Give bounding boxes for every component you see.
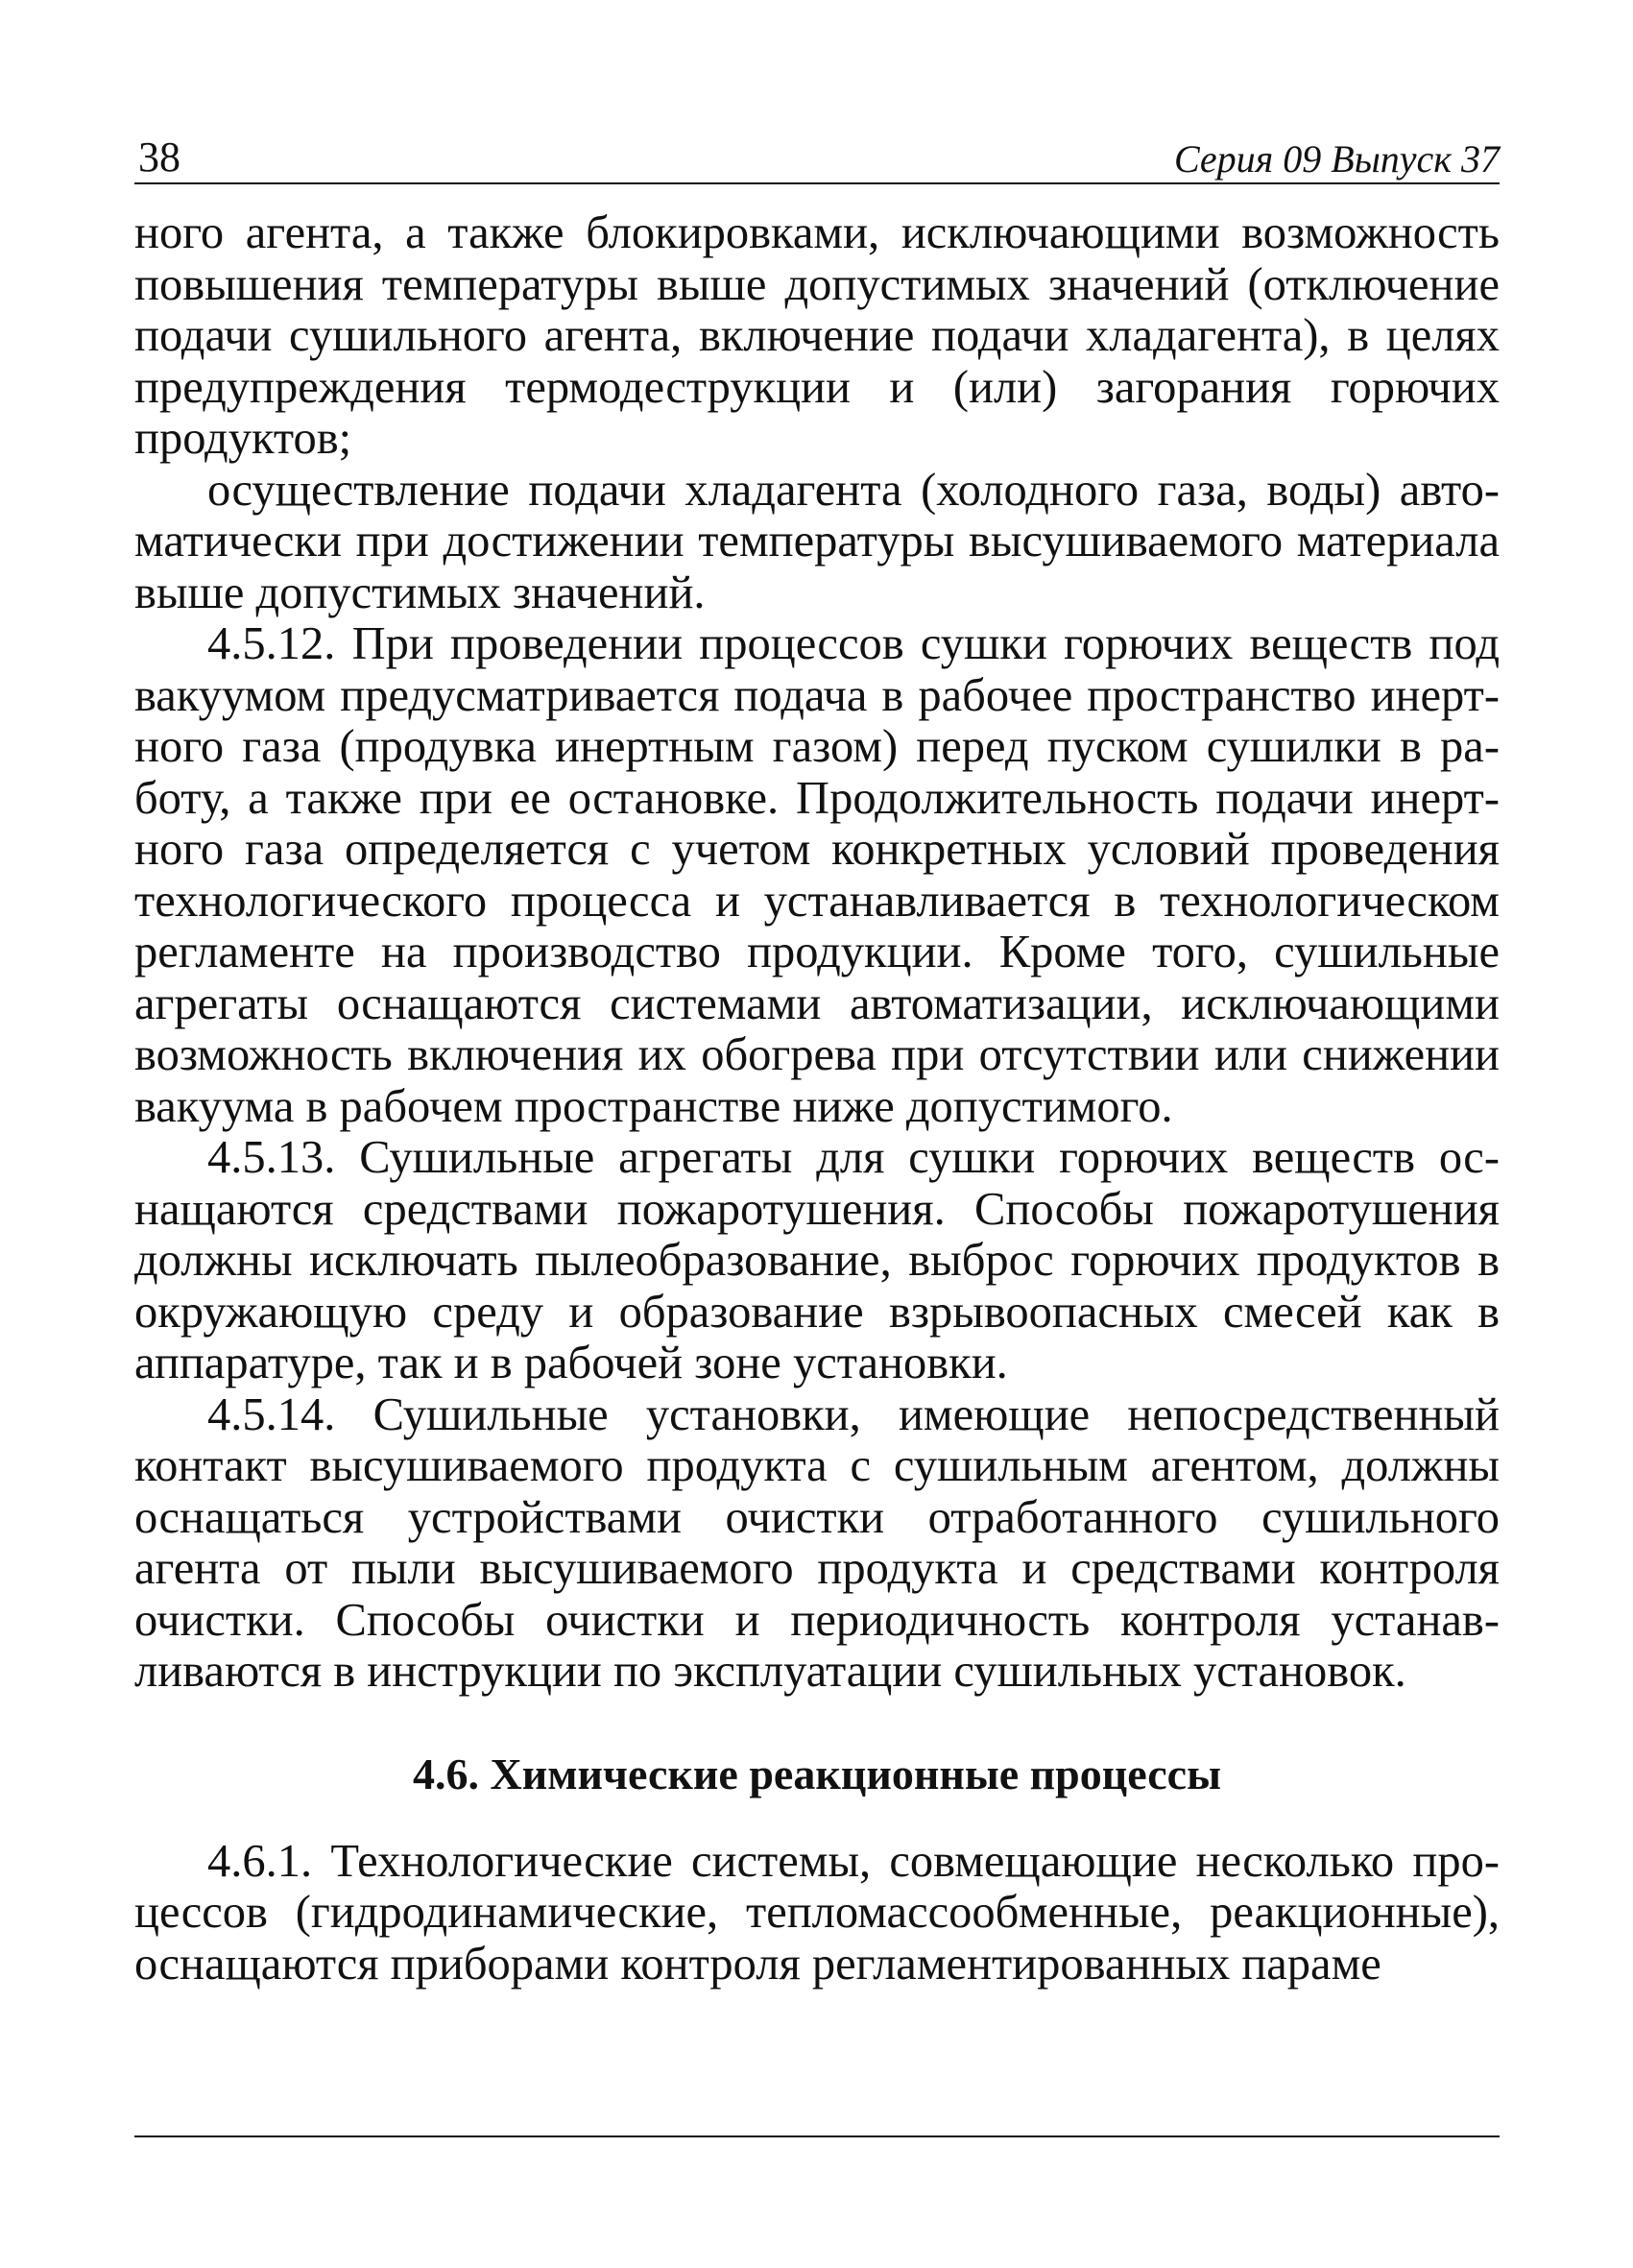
page-number: 38 xyxy=(138,133,180,181)
paragraph-4-6-1: 4.6.1. Технологические системы, совмещающие несколько процессов (гидродинамические, тепломассообменные, реакционные), оснащаются приборами контроля регламентированных параме xyxy=(134,1835,1500,1990)
paragraph: осуществление подачи хладагента (холодного газа, воды) автоматически при достижении температуры высушиваемого материала выше допустимых значений. xyxy=(134,464,1500,618)
page-header xyxy=(134,125,1500,184)
paragraph-4-5-14: 4.5.14. Сушильные установки, имеющие непосредственный контакт высушиваемого продукта с сушильным агентом, должны оснащаться устройствами очистки отработанного сушильного агента от пыли высушиваемого продукта и средствами контроля очистки. Способы очистки и периодичность контроля устанавливаются в инструкции по эксплуатации сушильных установок. xyxy=(134,1388,1500,1697)
running-head: Серия 09 Выпуск 37 xyxy=(1173,137,1500,181)
section-heading: 4.6. Химические реакционные процессы xyxy=(413,1749,1221,1798)
paragraph-4-5-12: 4.5.12. При проведении процессов сушки горючих веществ под вакуумом предусматривается подача в рабочее пространство инертного газа (продувка инертным газом) перед пуском сушилки в работу, а также при ее остановке. Продолжительность подачи инертного газа определяется с учетом конкретных условий проведения технологического процесса и устанавливается в технологическом регламенте на производство продукции. Кроме того, сушильные агрегаты оснащаются системами автоматизации, исключающими возможность включения их обогрева при отсутствии или снижении вакуума в рабочем пространстве ниже допустимого. xyxy=(134,618,1500,1132)
footer-rule xyxy=(134,2135,1500,2137)
body-text xyxy=(134,207,1500,1990)
document-page xyxy=(134,125,1500,1990)
paragraph-4-5-13: 4.5.13. Сушильные агрегаты для сушки горючих веществ оснащаются средствами пожаротушения. Способы пожаротушения должны исключать пылеобразование, выброс горючих продуктов в окружающую среду и образование взрывоопасных смесей как в аппаратуре, так и в рабочей зоне установки. xyxy=(134,1132,1500,1388)
paragraph-continuation: ного агента, а также блокировками, исключающими возможность повышения температуры выше допустимых значений (отключение подачи сушильного агента, включение подачи хладагента), в целях предупреждения термодеструкции и (или) загорания горючих продуктов; xyxy=(134,207,1500,464)
